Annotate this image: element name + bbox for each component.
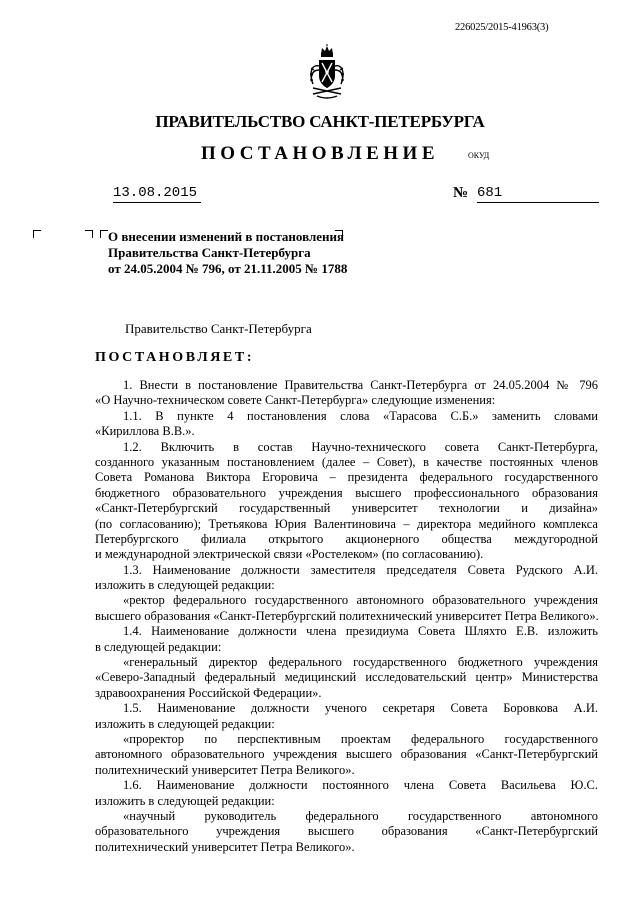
body-line: Петербургского филиала открытого акционерного общества междугородной	[95, 531, 598, 546]
resolution-date: 13.08.2015	[113, 185, 201, 203]
resolution-topic	[108, 229, 348, 277]
resolution-number-value: 681	[477, 185, 503, 201]
body-line: здравоохранения Российской Федерации».	[95, 685, 322, 700]
topic-line: Правительства Санкт-Петербурга	[108, 245, 311, 260]
body-line: 1.5. Наименование должности ученого секретаря Совета Боровкова А.И.	[123, 701, 598, 716]
body-line: 1.1. В пункте 4 постановления слова «Тарасова С.Б.» заменить словами	[123, 408, 598, 423]
number-label: №	[453, 185, 469, 201]
body-line: 1. Внести в постановление Правительства Санкт-Петербурга от 24.05.2004 № 796	[123, 378, 598, 392]
body-line: бюджетного образовательного учреждения высшего профессионального образования	[95, 485, 598, 500]
body-line: «Санкт-Петербургский государственный университет технологии и дизайна»	[95, 501, 598, 516]
body-line: и международной электрической связи «Ростелеком» (по согласованию).	[95, 547, 484, 562]
body-line: Совета Романова Виктора Егоровича – президента федерального государственного	[95, 470, 598, 485]
body-line: автономного образовательного учреждения высшего образования «Санкт-Петербургский	[95, 747, 598, 762]
coat-of-arms-icon	[305, 44, 349, 100]
body-line: «Кириллова В.В.».	[95, 424, 195, 439]
body-line: изложить в следующей редакции:	[95, 578, 275, 593]
resolution-title: ПОСТАНОВЛЕНИЕ	[200, 143, 440, 164]
body-line: «проректор по перспективным проектам федерального государственного	[123, 731, 598, 746]
resolution-body	[95, 378, 598, 855]
body-line: политехнический университет Петра Великого».	[95, 839, 355, 854]
body-line: 1.2. Включить в состав Научно-технического совета Санкт-Петербурга,	[123, 439, 598, 454]
body-line: изложить в следующей редакции:	[95, 716, 275, 731]
body-line: «ректор федерального государственного автономного образовательного учреждения	[123, 593, 598, 608]
body-line: 1.4. Наименование должности члена президиума Совета Шляхто Е.В. изложить	[123, 624, 598, 639]
body-line: созданного указанным постановлением (далее – Совет), в качестве постоянных членов	[95, 454, 598, 469]
topic-line: О внесении изменений в постановления	[108, 229, 345, 244]
body-line: «научный руководитель федерального государственного автономного	[123, 808, 598, 823]
body-line: политехнический университет Петра Великого».	[95, 762, 355, 777]
body-line: 1.3. Наименование должности заместителя председателя Совета Рудского А.И.	[123, 562, 598, 577]
body-line: высшего образования «Санкт-Петербургский политехнический университет Петра Великого».	[95, 608, 599, 623]
body-line: образовательного учреждения высшего образования «Санкт-Петербургский	[95, 824, 598, 839]
body-line: «генеральный директор федерального государственного бюджетного учреждения	[123, 655, 598, 670]
document-number: 226025/2015-41963(3)	[455, 22, 549, 33]
body-line: 1.6. Наименование должности постоянного члена Совета Васильева Ю.С.	[123, 778, 598, 793]
body-line: (по согласованию); Третьякова Юрия Валентиновича – директора медийного комплекса	[95, 516, 598, 531]
body-line: «О Научно-техническом совете Санкт-Петербурга» следующие изменения:	[95, 393, 496, 408]
resolution-number	[477, 185, 599, 203]
topic-line: от 24.05.2004 № 796, от 21.11.2005 № 1788	[108, 261, 348, 276]
body-line: «Северо-Западный федеральный медицинский исследовательский центр» Министерства	[95, 670, 598, 685]
okud-label: ОКУД	[468, 151, 490, 160]
corner-mark-mid-right	[100, 230, 108, 238]
government-title: ПРАВИТЕЛЬСТВО САНКТ-ПЕТЕРБУРГА	[155, 112, 485, 131]
decrees-heading: ПОСТАНОВЛЯЕТ:	[95, 350, 255, 365]
body-line: изложить в следующей редакции:	[95, 793, 275, 808]
issuer-name: Правительство Санкт-Петербурга	[125, 321, 312, 336]
corner-mark-left	[33, 230, 41, 238]
body-line: в следующей редакции:	[95, 639, 222, 654]
corner-mark-mid-left	[85, 230, 93, 238]
